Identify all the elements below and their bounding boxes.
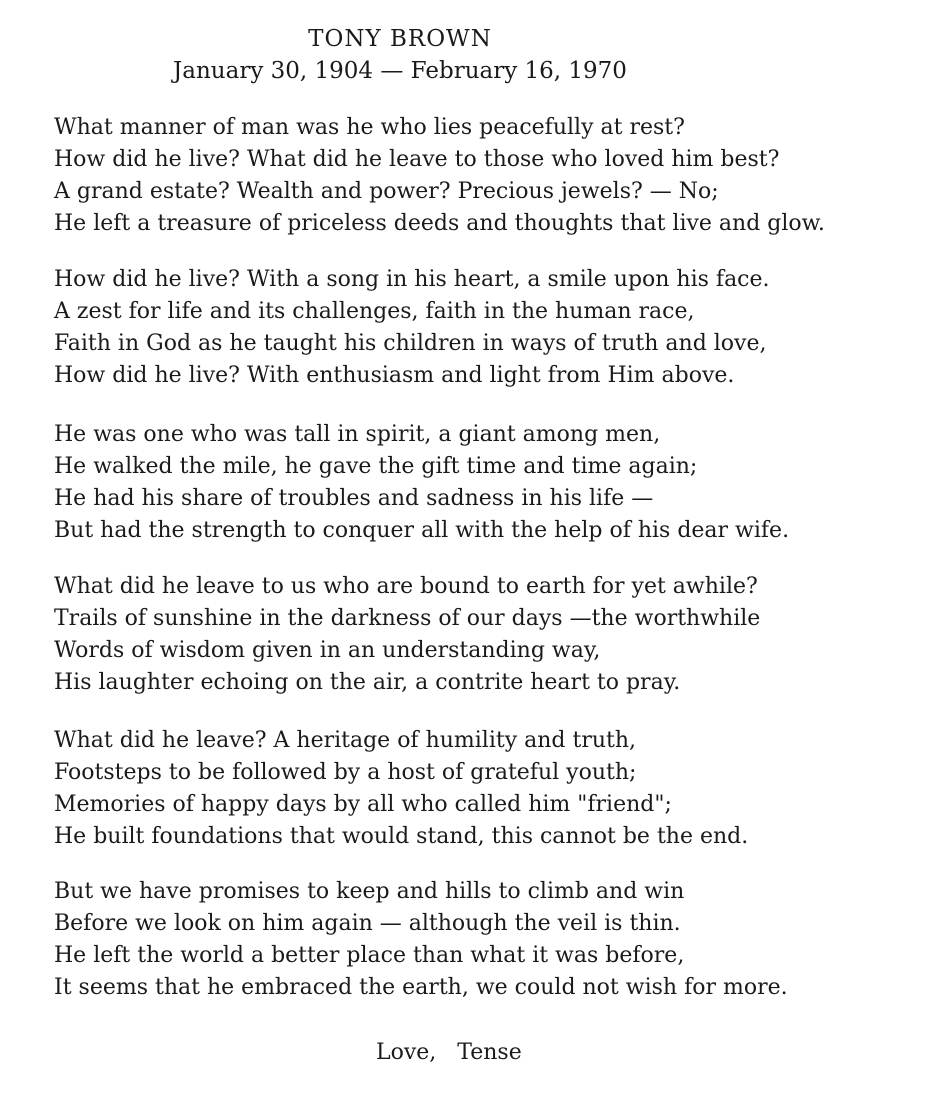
stanza-4: [54, 571, 924, 699]
poem-line: But had the strength to conquer all with the help of his dear wife.: [54, 518, 790, 543]
poem-line: Words of wisdom given in an understanding way,: [54, 638, 601, 663]
stanza-5: [54, 725, 924, 853]
poem-line: Memories of happy days by all who called him "friend";: [54, 792, 672, 817]
poem-line: He left the world a better place than what it was before,: [54, 943, 685, 968]
poem-line: What did he leave? A heritage of humility and truth,: [54, 728, 637, 753]
poem-line: He walked the mile, he gave the gift time and time again;: [54, 454, 698, 479]
poem-line: How did he live? With a song in his heart, a smile upon his face.: [54, 267, 770, 292]
page-title: TONY BROWN: [308, 26, 492, 52]
poem-line: How did he live? With enthusiasm and light from Him above.: [54, 363, 735, 388]
signoff: Love, Tense: [376, 1040, 522, 1065]
poem-line: He had his share of troubles and sadness in his life —: [54, 486, 654, 511]
stanza-2: [54, 264, 924, 392]
stanza-1: [54, 112, 924, 240]
poem-line: A zest for life and its challenges, faith in the human race,: [54, 299, 695, 324]
poem-line: He left a treasure of priceless deeds and thoughts that live and glow.: [54, 211, 825, 236]
stanza-3: [54, 419, 924, 547]
poem-line: His laughter echoing on the air, a contrite heart to pray.: [54, 670, 681, 695]
life-dates: January 30, 1904 — February 16, 1970: [173, 58, 627, 84]
poem-line: Before we look on him again — although the veil is thin.: [54, 911, 681, 936]
poem-line: How did he live? What did he leave to those who loved him best?: [54, 147, 780, 172]
poem-line: What manner of man was he who lies peacefully at rest?: [54, 115, 685, 140]
poem-line: Footsteps to be followed by a host of grateful youth;: [54, 760, 637, 785]
stanza-6: [54, 876, 924, 1004]
poem-line: What did he leave to us who are bound to earth for yet awhile?: [54, 574, 758, 599]
poem-line: Trails of sunshine in the darkness of our days —the worthwhile: [54, 606, 761, 631]
poem-line: But we have promises to keep and hills to climb and win: [54, 879, 685, 904]
poem-line: A grand estate? Wealth and power? Precious jewels? — No;: [54, 179, 719, 204]
poem-line: He built foundations that would stand, this cannot be the end.: [54, 824, 749, 849]
poem-line: He was one who was tall in spirit, a giant among men,: [54, 422, 661, 447]
poem-line: Faith in God as he taught his children in ways of truth and love,: [54, 331, 767, 356]
poem-line: It seems that he embraced the earth, we could not wish for more.: [54, 975, 788, 1000]
